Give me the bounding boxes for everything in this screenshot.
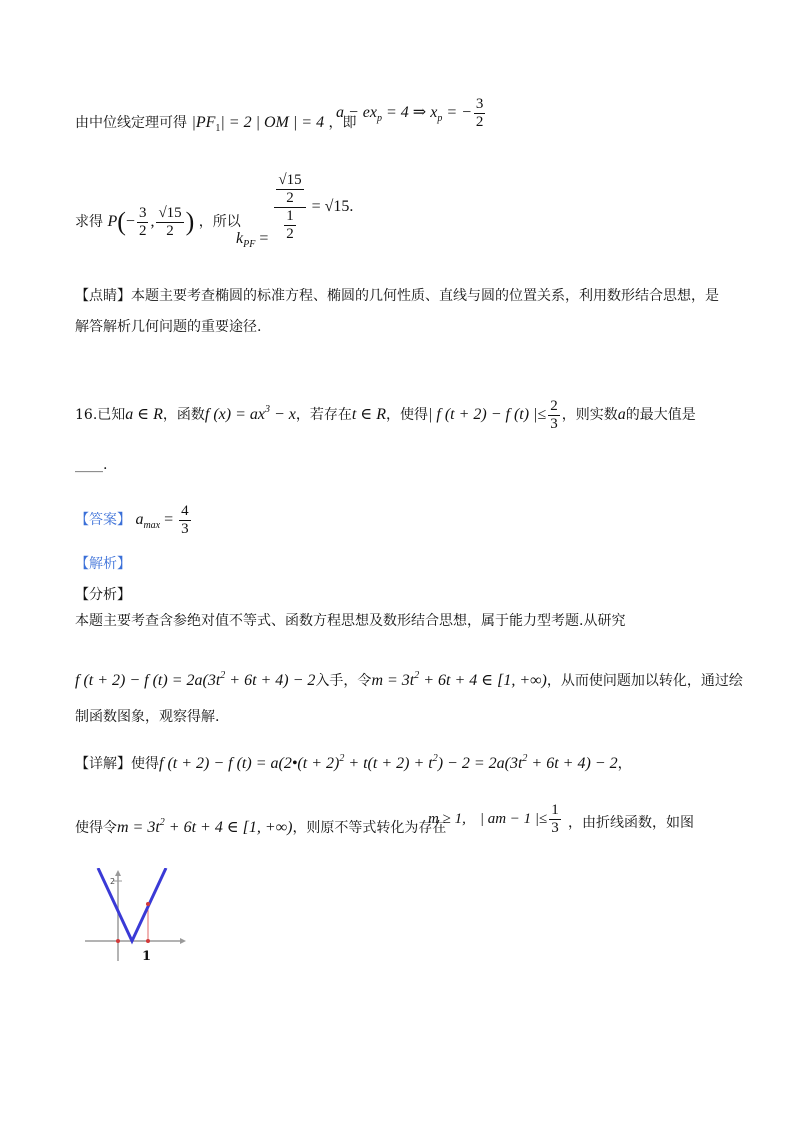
y-axis-arrow [115, 870, 121, 876]
transform-line: 使得令$m = 3t^2 + 6t + 4$ ∈ [1, +∞)，则原不等式转化为存在 [75, 817, 447, 836]
x-axis-arrow [180, 938, 186, 944]
jiexi-label: 【解析】 [75, 556, 131, 572]
fenxi-body: 本题主要考查含参绝对值不等式、函数方程思想及数形结合思想，属于能力型考题.从研究 [75, 613, 626, 629]
answer-blank: ____. [75, 457, 108, 473]
point-on-line [146, 902, 150, 906]
question-16: 16.已知a ∈ R，函数f $(x) = ax^3 - x$，若存在t ∈ R，使得| f (t + 2) − f (t) |≤ $\frac{2}{3}$ ，则实数a的最大值是 [75, 398, 696, 432]
y-tick-label: 2 [110, 877, 116, 886]
formula-pf1: $|PF_1| = 2$ | OM | = 4 [191, 114, 325, 134]
note-dianjing: 【点睛】本题主要考查椭圆的标准方程、椭圆的几何性质、直线与圆的位置关系，利用数形结合思想，是 [75, 288, 719, 304]
answer-line: 【答案】 $a_{max}$ = $\frac{4}{3}$ [75, 503, 189, 537]
formula-am1: m ≥ 1, | am − 1 |≤ $\frac{1}{3}$ [428, 802, 559, 836]
v-shape-graph [80, 868, 190, 968]
fenxi-label: 【分析】 [75, 587, 131, 603]
xiangjie-line: 【详解】使得f (t + 2) − f (t) = a(2•(t + $2)^2 + t(t + 2) + t^2) - 2 = 2a(3t^2 + 6t + 4) - 2$， [75, 753, 632, 772]
fenxi-end: 制函数图象，观察得解. [75, 709, 220, 725]
point-p: P(− $\frac{3}{2}$ , $\frac{√15}{2}$ ) [107, 205, 195, 239]
line-midline: 由中位线定理可得 $|PF_1| = 2$ | OM | = 4 ，即 [75, 114, 357, 134]
point-left [116, 939, 120, 943]
formula-slope: $k_{PF}$ = $\frac{\frac{√15}{2}}{\frac{1}{2}}$ = √15. [236, 172, 354, 251]
note-dianjing-cont: 解答解析几何问题的重要途径. [75, 319, 262, 335]
transform-tail: ，由折线函数，如图 [568, 815, 694, 831]
folded-line [98, 868, 166, 941]
x-tick-label: 1 [142, 949, 152, 964]
answer-label: 【答案】 [75, 512, 131, 529]
fenxi-formula-line: f (t + 2) − f $(t) = 2a(3t^2 + 6t + 4) - 2$入手，令$m = 3t^2 + 6t + 4$ ∈ [1, +∞)，从而使问题加以转化，通过绘 [75, 670, 743, 689]
formula-xp: $a - ex_p = 4$ ⇒ $x_p$ = − $\frac{3}{2}$ [336, 96, 484, 130]
line-find-p: 求得 P(− $\frac{3}{2}$ , $\frac{√15}{2}$ ) ，所以 [75, 205, 241, 239]
point-right [146, 939, 150, 943]
